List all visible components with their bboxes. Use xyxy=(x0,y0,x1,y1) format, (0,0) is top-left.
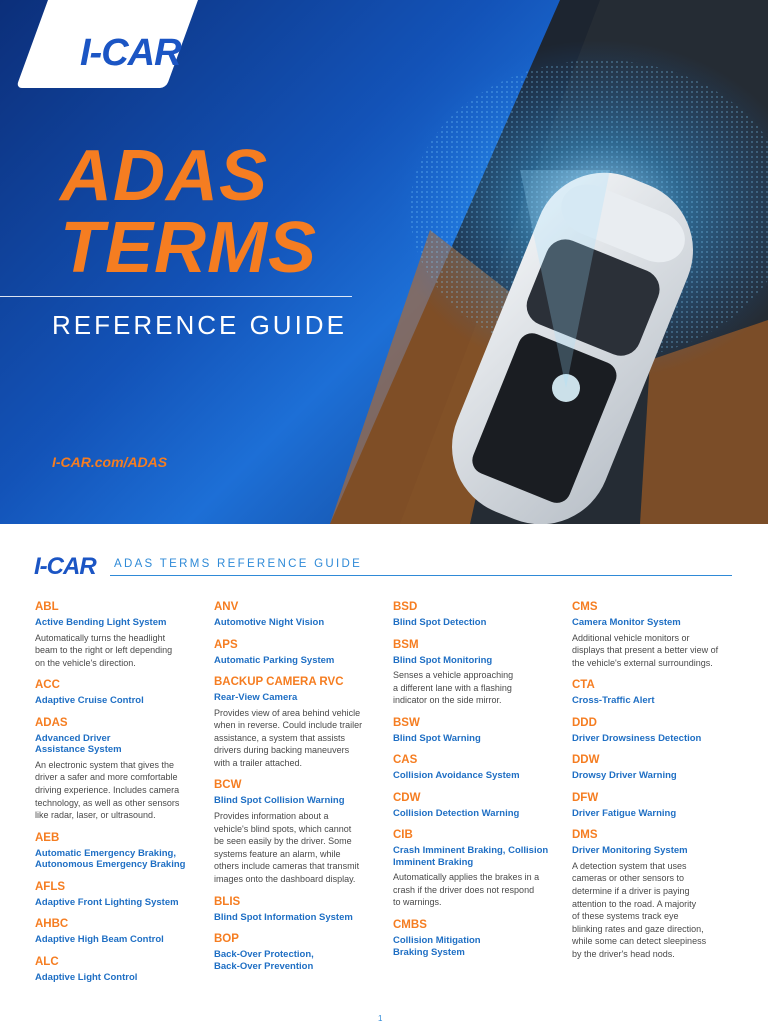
term-entry xyxy=(35,600,201,669)
term-full-name: Rear-View Camera xyxy=(214,692,298,703)
term-abbreviation: BACKUP CAMERA RVC xyxy=(214,676,344,688)
term-entry xyxy=(35,716,201,822)
term-entry xyxy=(35,917,201,946)
term-entry xyxy=(35,880,201,909)
term-full-name: Collision Avoidance System xyxy=(393,770,520,782)
term-full-name: Active Bending Light System xyxy=(35,617,167,628)
term-full-name: Adaptive Light Control xyxy=(35,971,138,983)
term-abbreviation: AEB xyxy=(35,831,60,844)
terms-column-2 xyxy=(214,600,380,981)
term-abbreviation: DDW xyxy=(572,754,600,767)
website-link[interactable]: I-CAR.com/ADAS xyxy=(52,454,168,470)
term-abbreviation: BSM xyxy=(393,638,419,651)
term-entry xyxy=(393,716,559,745)
term-abbreviation: AFLS xyxy=(35,880,66,893)
term-entry xyxy=(393,918,559,958)
term-full-name: Back-Over Protection, Back-Over Prevention xyxy=(214,949,314,972)
term-abbreviation: CIB xyxy=(393,829,413,842)
term-entry xyxy=(393,791,559,820)
term-description: Provides information about a vehicle's blind spots, which cannot be seen easily by the driver. Some systems feature an alarm, while others include cameras that transmit images onto the dashboard display. xyxy=(214,810,360,884)
term-full-name: Automotive Night Vision xyxy=(214,617,325,628)
term-full-name: Driver Monitoring System xyxy=(572,845,688,857)
term-abbreviation: ACC xyxy=(35,679,60,692)
term-entry xyxy=(393,600,559,629)
term-abbreviation: CMS xyxy=(572,601,598,613)
term-full-name: Camera Monitor System xyxy=(572,617,681,628)
term-full-name: Cross-Traffic Alert xyxy=(572,695,655,707)
icar-logo[interactable]: I-CAR xyxy=(80,32,181,74)
term-entry xyxy=(572,753,738,782)
term-full-name: Blind Spot Detection xyxy=(393,617,487,628)
term-abbreviation: BOP xyxy=(214,933,239,946)
term-entry xyxy=(393,638,559,707)
terms-column-3 xyxy=(393,600,559,967)
term-entry xyxy=(393,753,559,782)
term-full-name: Crash Imminent Braking, Collision Imminent Braking xyxy=(393,845,549,868)
term-entry xyxy=(214,600,380,629)
terms-column-4 xyxy=(572,600,738,970)
term-full-name: Adaptive High Beam Control xyxy=(35,934,164,946)
term-entry xyxy=(572,791,738,820)
term-abbreviation: BSW xyxy=(393,716,420,729)
term-entry xyxy=(35,955,201,984)
term-entry xyxy=(572,600,738,669)
term-entry xyxy=(214,675,380,769)
page-number: 1 xyxy=(378,1014,383,1023)
term-full-name: Blind Spot Monitoring xyxy=(393,654,493,666)
term-abbreviation: ANV xyxy=(214,601,239,613)
term-abbreviation: BCW xyxy=(214,779,242,792)
term-full-name: Driver Fatigue Warning xyxy=(572,807,677,819)
term-full-name: Blind Spot Collision Warning xyxy=(214,795,345,807)
term-description: An electronic system that gives the driver a safer and more comfortable driving experience. Includes camera technology, as well as other sensors like radar, laser, or ultrasound. xyxy=(35,759,180,821)
term-full-name: Adaptive Cruise Control xyxy=(35,695,144,707)
hero-divider xyxy=(0,296,352,297)
term-entry xyxy=(214,778,380,885)
term-abbreviation: ALC xyxy=(35,955,59,968)
term-full-name: Drowsy Driver Warning xyxy=(572,770,677,782)
hero-title-line-1: ADAS xyxy=(60,136,269,216)
term-description: Automatically turns the headlight beam to the right or left depending on the vehicle's direction. xyxy=(35,632,173,668)
term-entry xyxy=(214,932,380,972)
term-entry xyxy=(35,678,201,707)
term-full-name: Automatic Emergency Braking, Autonomous Emergency Braking xyxy=(35,847,186,871)
term-abbreviation: DDD xyxy=(572,716,597,729)
term-abbreviation: CMBS xyxy=(393,919,427,932)
term-description: Provides view of area behind vehicle when in reverse. Could include trailer assistance, a system that assists drivers during backing maneuvers with a trailer attached. xyxy=(214,707,363,768)
term-abbreviation: DMS xyxy=(572,829,598,842)
hero-title-line-2: TERMS xyxy=(60,208,317,288)
term-full-name: Collision Detection Warning xyxy=(393,807,520,819)
term-description: Additional vehicle monitors or displays that present a better view of the vehicle's external surroundings. xyxy=(572,632,719,668)
term-full-name: Adaptive Front Lighting System xyxy=(35,896,179,908)
section-title: ADAS TERMS REFERENCE GUIDE xyxy=(114,558,363,570)
terms-column-1 xyxy=(35,600,201,992)
term-entry xyxy=(572,828,738,960)
term-full-name: Automatic Parking System xyxy=(214,654,335,666)
term-abbreviation: CAS xyxy=(393,754,418,767)
term-description: Automatically applies the brakes in a crash if the driver does not respond to warnings. xyxy=(393,872,540,908)
section-divider xyxy=(110,575,732,576)
term-full-name: Advanced Driver Assistance System xyxy=(35,732,122,756)
term-entry xyxy=(35,831,201,871)
term-abbreviation: APS xyxy=(214,638,238,651)
term-abbreviation: BSD xyxy=(393,601,418,613)
term-entry xyxy=(572,716,738,745)
term-abbreviation: BLIS xyxy=(214,895,241,908)
term-abbreviation: DFW xyxy=(572,791,599,804)
term-description: A detection system that uses cameras or other sensors to determine if a driver is paying attention to the road. A majority of these systems track eye blinking rates and gaze direction, while some can detect sleepiness by the driver's head nods. xyxy=(572,860,707,959)
term-entry xyxy=(572,678,738,707)
term-full-name: Collision Mitigation Braking System xyxy=(393,935,481,958)
term-full-name: Blind Spot Information System xyxy=(214,911,353,923)
term-entry xyxy=(214,895,380,924)
term-abbreviation: CTA xyxy=(572,679,595,692)
hero-subtitle: REFERENCE GUIDE xyxy=(52,310,347,340)
section-icar-logo: I-CAR xyxy=(34,553,96,580)
term-abbreviation: ADAS xyxy=(35,716,68,729)
term-abbreviation: ABL xyxy=(35,601,59,613)
term-full-name: Driver Drowsiness Detection xyxy=(572,732,702,744)
term-abbreviation: CDW xyxy=(393,791,421,804)
term-full-name: Blind Spot Warning xyxy=(393,732,481,744)
term-description: Senses a vehicle approaching a different lane with a flashing indicator on the side mirror. xyxy=(393,670,514,706)
term-abbreviation: AHBC xyxy=(35,918,69,931)
term-entry xyxy=(214,638,380,667)
term-entry xyxy=(393,828,559,909)
